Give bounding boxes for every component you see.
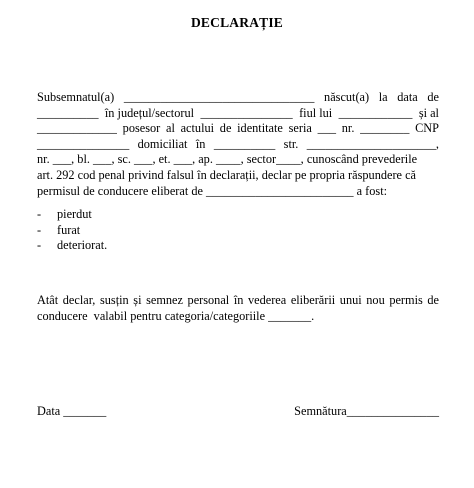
paragraph-word: născut(a) [324,90,370,104]
paragraph-line-4 [37,137,439,153]
paragraph-word: CNP [415,121,439,136]
paragraph-line-1 [37,90,439,106]
paragraph-word: al [165,121,175,136]
signature-row [37,404,439,419]
loss-options-list [37,207,107,254]
paragraph-line-2 [37,106,439,122]
closing-word: nou [366,293,385,307]
closing-word: permis [389,293,423,307]
paragraph-word: str. [283,136,299,151]
paragraph-line-3 [37,121,439,137]
closing-word: în [233,293,244,307]
loss-option-item [37,238,107,254]
closing-word: susțin [99,293,129,307]
paragraph-word: de [219,121,232,136]
bullet-dash: - [37,207,42,221]
signature-field: Semnătura_______________ [294,404,439,418]
paragraph-word: art. 292 cod penal privind falsul în declarații, declar pe propria răspundere că [37,167,416,182]
paragraph-word: domiciliat [137,136,188,151]
date-field: Data _______ [37,404,107,418]
closing-word: și [133,293,142,307]
paragraph-word: posesor [122,121,161,136]
paragraph-word: în județul/sectorul [104,105,195,120]
loss-option-item [37,207,107,223]
closing-line-1 [37,293,439,309]
loss-option-label: furat [57,222,81,237]
paragraph-line-5 [37,152,439,168]
paragraph-word: ____________ [338,105,413,120]
bullet-dash: - [37,222,42,237]
paragraph-line-7 [37,184,439,200]
closing-paragraph [37,293,439,324]
closing-word: personal [187,293,230,307]
paragraph-word: _____________ [37,121,117,136]
paragraph-word: ___ [317,121,337,136]
paragraph-word: _______________ [200,105,293,120]
paragraph-word: seria [288,121,312,136]
paragraph-word: __________ [37,105,99,120]
paragraph-word: în [195,136,206,151]
closing-word: semnez [146,293,183,307]
closing-word: eliberării [290,293,336,307]
paragraph-word: de [427,90,439,104]
document-title: DECLARAȚIE [190,15,284,30]
paragraph-word: permisul de conducere eliberat de ________________________ a fost: [37,183,388,198]
closing-word: declar, [62,293,96,307]
paragraph-word: __________ [213,136,276,151]
paragraph-line-6 [37,168,439,184]
paragraph-word: ________ [360,121,410,136]
closing-word: de [427,293,439,307]
paragraph-word: identitate [237,121,283,136]
loss-option-label: deteriorat. [57,238,108,253]
closing-word: vederea [247,293,287,307]
paragraph-word: _______________________________ [123,90,315,104]
paragraph-word: Subsemnatul(a) [37,90,115,104]
loss-option-label: pierdut [57,207,92,221]
closing-line-2 [37,309,439,325]
paragraph-word: nr. [341,121,355,136]
paragraph-word: la [378,90,388,104]
closing-line-2-text: conducere valabil pentru categoria/categoriile _______. [37,308,315,323]
paragraph-word: _____________________, [306,136,439,151]
closing-word: Atât [37,293,59,307]
paragraph-word: data [397,90,418,104]
paragraph-word: actului [180,121,215,136]
paragraph-word: fiul lui [299,105,333,120]
paragraph-word: _______________ [37,136,130,151]
closing-word: unui [339,293,362,307]
paragraph-word: și al [418,105,439,120]
paragraph-word: nr. ___, bl. ___, sc. ___, et. ___, ap. ____, sector____, cunoscând prevederile [37,152,418,167]
bullet-dash: - [37,238,42,253]
loss-option-item [37,223,107,239]
declaration-paragraph [37,90,439,199]
